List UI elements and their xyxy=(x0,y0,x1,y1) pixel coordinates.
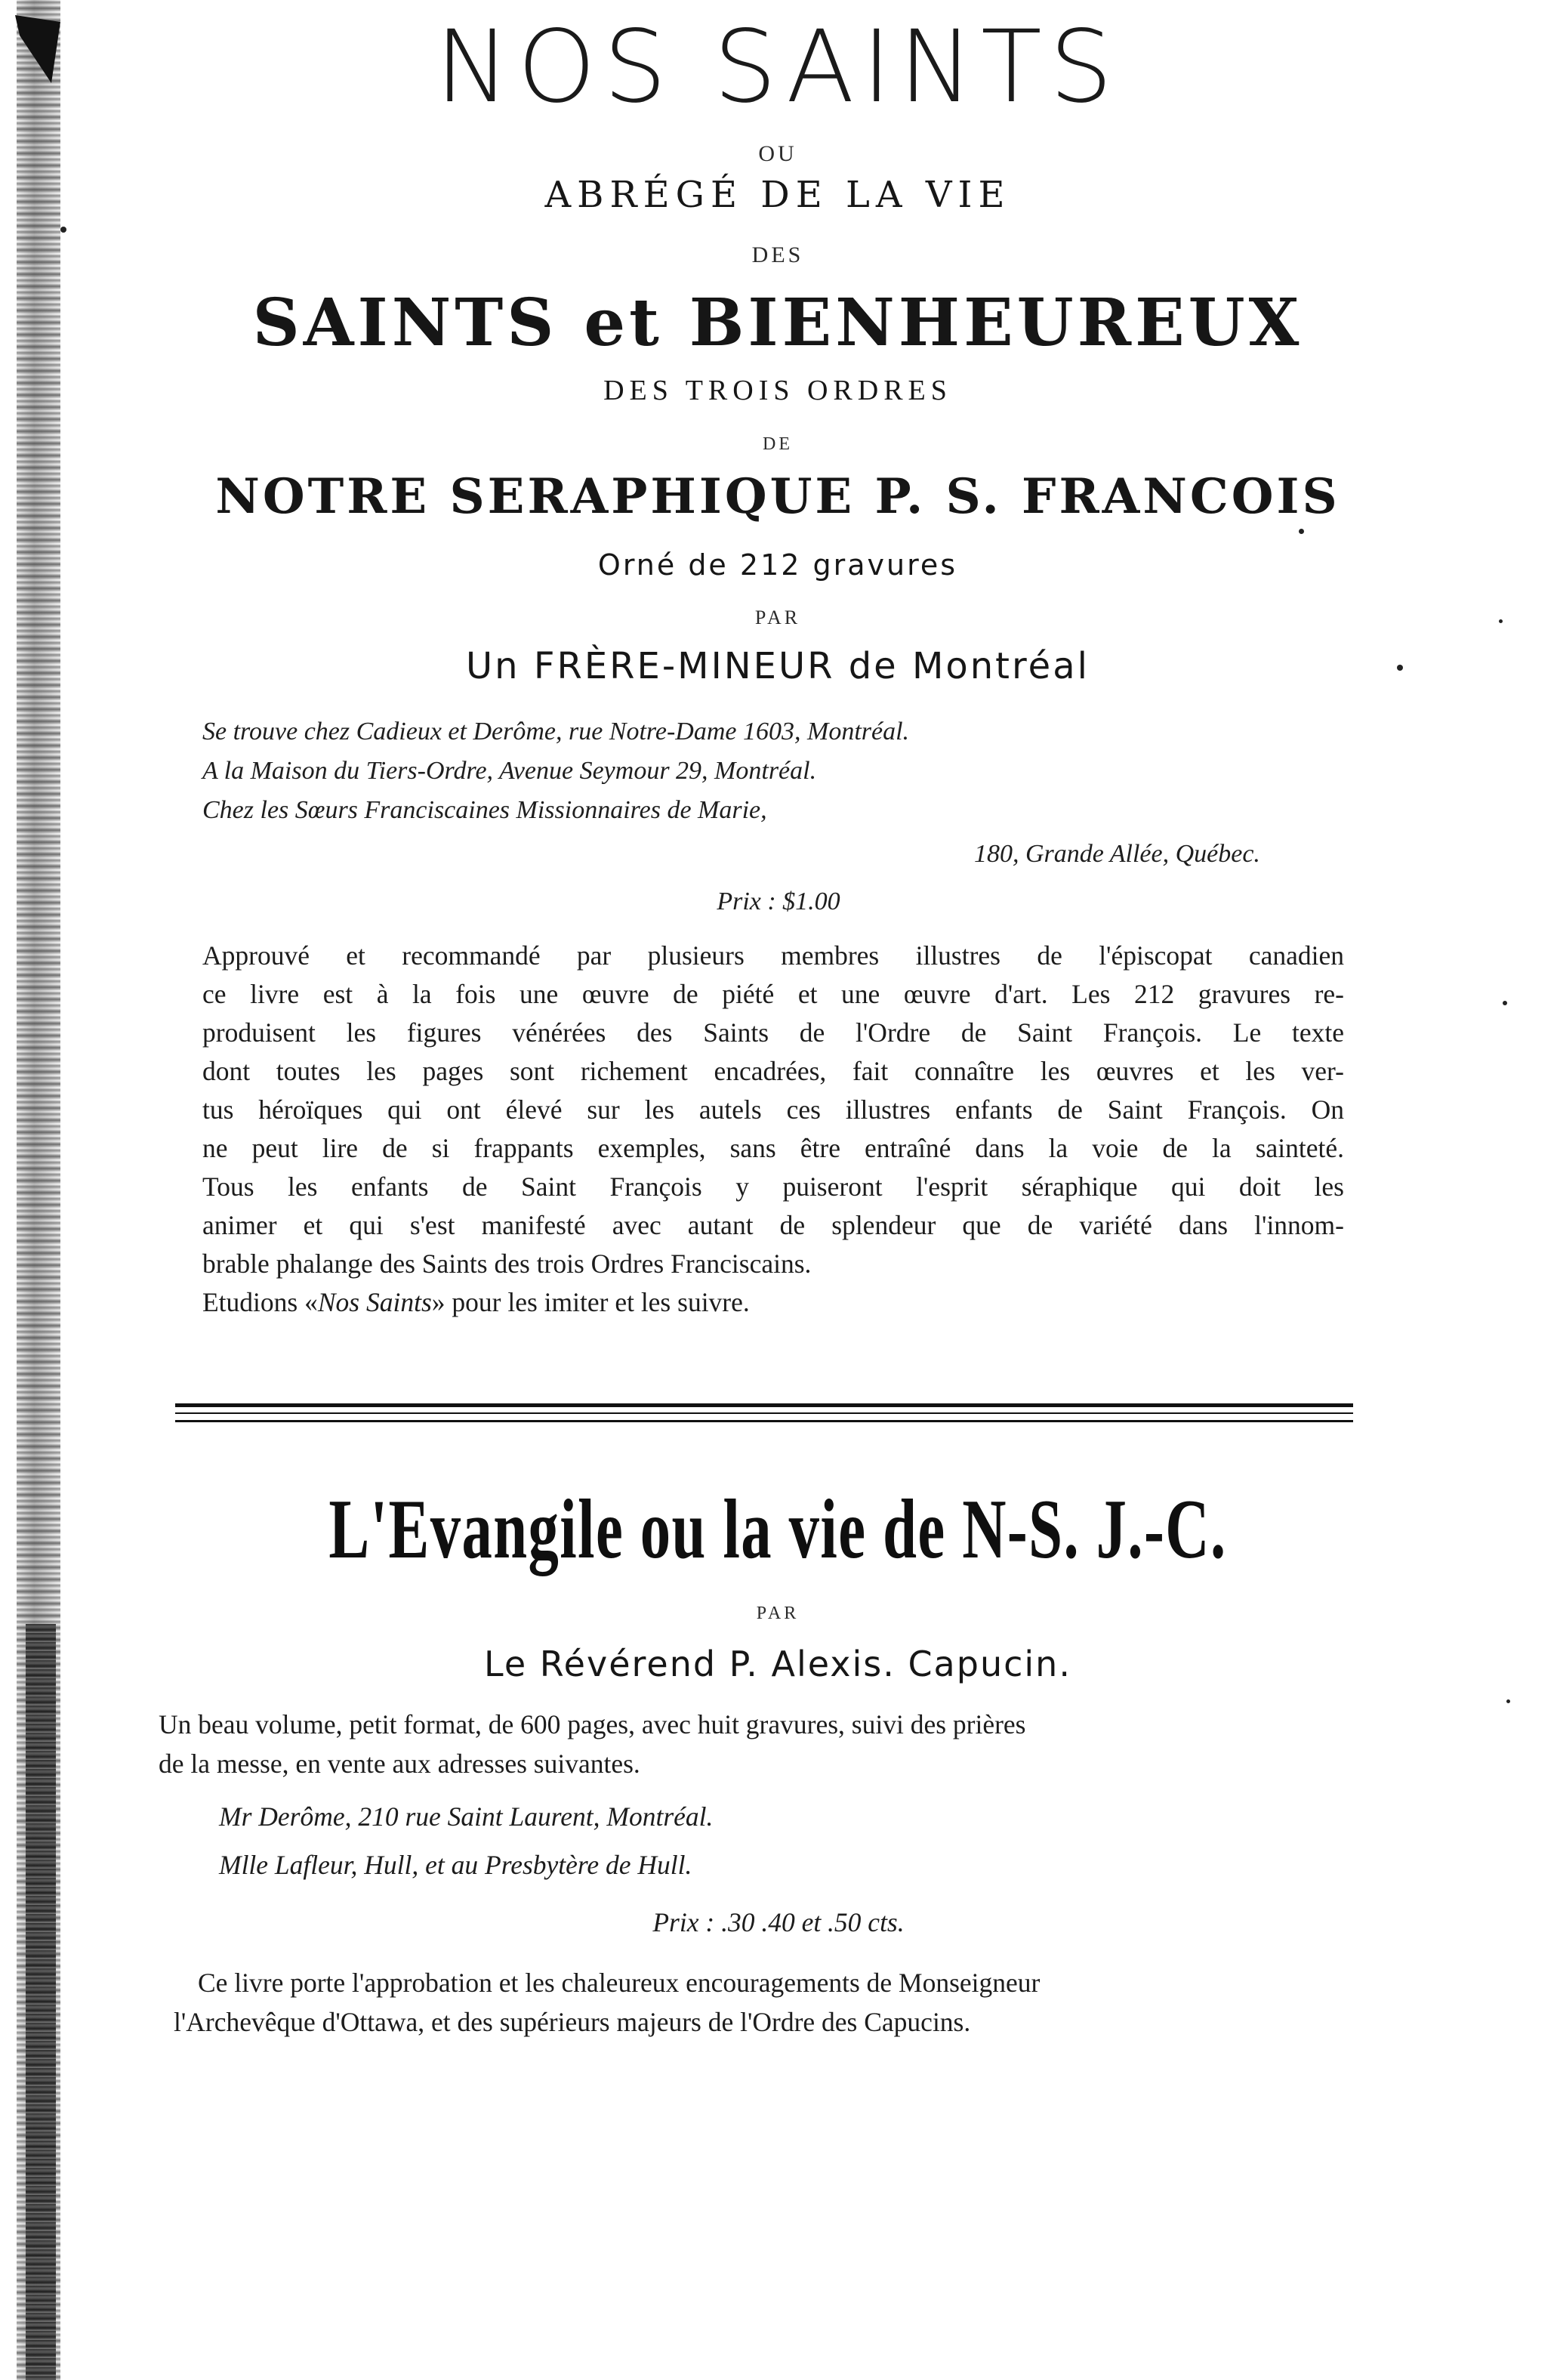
engravings-count: Orné de 212 gravures xyxy=(597,548,958,582)
address-line: 180, Grande Allée, Québec. xyxy=(974,840,1260,868)
description-line: dont toutes les pages sont richement encadrées, fait connaître les œuvres et les ver- xyxy=(202,1056,1344,1086)
title-par: PAR xyxy=(754,607,801,628)
main-title: NOS SAINTS xyxy=(435,9,1121,125)
title-ou: OU xyxy=(758,141,797,166)
evangile-price: Prix : .30 .40 et .50 cts. xyxy=(652,1907,905,1937)
description-paragraph xyxy=(202,937,1344,1322)
closing-suffix: » pour les imiter et les suivre. xyxy=(431,1287,750,1317)
evangile-address: Mlle Lafleur, Hull, et au Presbytère de Hull. xyxy=(219,1850,692,1880)
scan-speck xyxy=(1503,1001,1507,1005)
separator-rule xyxy=(175,1412,1353,1414)
description-line: produisent les figures vénérées des Saints de l'Ordre de Saint François. Le texte xyxy=(202,1017,1344,1048)
evangile-author: Le Révérend P. Alexis. Capucin. xyxy=(484,1644,1071,1684)
title-de: DE xyxy=(763,434,793,454)
closing-title: Nos Saints xyxy=(317,1287,432,1317)
title-notre-seraphique: NOTRE SERAPHIQUE P. S. FRANCOIS xyxy=(215,468,1340,525)
description-line: ne peut lire de si frappants exemples, sans être entraîné dans la voie de la sainteté. xyxy=(202,1133,1344,1163)
scan-speck xyxy=(1499,619,1503,623)
scan-speck xyxy=(60,227,66,233)
evangile-address: Mr Derôme, 210 rue Saint Laurent, Montréal. xyxy=(219,1801,714,1832)
title-trois-ordres: DES TROIS ORDRES xyxy=(603,375,952,406)
evangile-desc-line: de la messe, en vente aux adresses suivantes. xyxy=(159,1749,640,1779)
description-line: animer et qui s'est manifesté avec autant de splendeur que de variété dans l'innom- xyxy=(202,1210,1344,1240)
closing-prefix: Etudions « xyxy=(202,1287,318,1317)
evangile-desc-line: Un beau volume, petit format, de 600 pages, avec huit gravures, suivi des prières xyxy=(159,1709,1026,1739)
title-des: DES xyxy=(751,242,804,267)
description-line: tus héroïques qui ont élevé sur les autels ces illustres enfants de Saint François. On xyxy=(202,1094,1344,1125)
scan-speck xyxy=(1299,529,1304,534)
description-line: brable phalange des Saints des trois Ordres Franciscains. xyxy=(202,1249,812,1279)
binding-bottom-edge xyxy=(26,1624,56,2380)
address-line: Chez les Sœurs Franciscaines Missionnaires de Marie, xyxy=(202,796,767,824)
closing-line xyxy=(202,1283,1344,1322)
title-abrege: ABRÉGÉ DE LA VIE xyxy=(544,174,1011,216)
approval-line: Ce livre porte l'approbation et les chaleureux encouragements de Monseigneur xyxy=(198,1968,1041,1998)
scan-speck xyxy=(1506,1699,1510,1703)
address-line: Se trouve chez Cadieux et Derôme, rue Notre-Dame 1603, Montréal. xyxy=(202,718,910,745)
separator-rule xyxy=(175,1420,1353,1422)
price: Prix : $1.00 xyxy=(717,887,840,915)
approval-line: l'Archevêque d'Ottawa, et des supérieurs majeurs de l'Ordre des Capucins. xyxy=(174,2007,971,2037)
evangile-par: PAR xyxy=(756,1604,800,1623)
description-line: Tous les enfants de Saint François y puiseront l'esprit séraphique qui doit les xyxy=(202,1171,1344,1202)
description-line: Approuvé et recommandé par plusieurs membres illustres de l'épiscopat canadien xyxy=(202,940,1344,971)
author-line: Un FRÈRE-MINEUR de Montréal xyxy=(466,645,1090,687)
subtitle: SAINTS et BIENHEUREUX xyxy=(252,285,1303,361)
separator-rule xyxy=(175,1403,1353,1407)
description-line: ce livre est à la fois une œuvre de piété et une œuvre d'art. Les 212 gravures re- xyxy=(202,979,1344,1009)
address-line: A la Maison du Tiers-Ordre, Avenue Seymour 29, Montréal. xyxy=(202,757,817,785)
evangile-title: L'Evangile ou la vie de N-S. J.-C. xyxy=(328,1483,1227,1576)
